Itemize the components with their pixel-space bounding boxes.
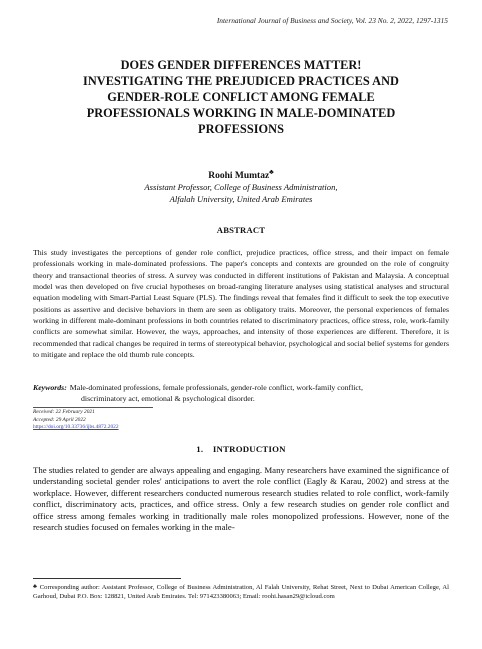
accepted-date: Accepted: 29 April 2022 bbox=[33, 416, 86, 423]
abstract-text: This study investigates the perceptions of gender role conflict, prejudice practices, office stress, and their impact on female professionals working in male-dominated professions. The paper's concepts and contexts are grounded on the role of congruity theory and transactional theories of stress. A survey was conducted in different institutions of Pakistan and Malaysia. A conceptual model was then developed on five crucial hypotheses on broad-ranging literature analyses using statistical analyses and structural equation modeling with Smart-Partial Least Square (PLS). The findings reveal that females find it difficult to seek the top executive positions as assertive and decisive behaviors in them are seen as obligatory traits. Moreover, the personal experiences of females working in different male-dominant professions in both countries related to discriminatory practices, office stress, role, work-family conflicts are somewhat similar. However, the ways, approaches, and intensity of those experiences are different. Therefore, it is recommended that radical changes be required in terms of stereotypical behavior, psychological and social belief systems for genders to mitigate and replace the old thumb rule concepts. bbox=[33, 248, 449, 360]
title-line: GENDER-ROLE CONFLICT AMONG FEMALE bbox=[107, 90, 375, 104]
abstract-heading: ABSTRACT bbox=[216, 225, 266, 235]
title-line: PROFESSIONS bbox=[198, 122, 284, 136]
affiliation-line: Alfalah University, United Arab Emirates bbox=[169, 194, 313, 204]
keywords-label: Keywords: bbox=[33, 383, 67, 392]
footnote-text: Corresponding author: Assistant Professor, College of Business Administration, Al Falah University, Rehat Street, Next to Dubai American College, Al Garhoud, Dubai P.O. Box: 128821, United Arab Emirates. Tel: 971423380063; Email: roohi.hasan29@icloud.com bbox=[33, 584, 449, 600]
doi-link[interactable]: https://doi.org/10.33736/ijbs.4872.2022 bbox=[33, 424, 119, 431]
title-line: PROFESSIONALS WORKING IN MALE-DOMINATED bbox=[86, 106, 396, 120]
affiliation-line: Assistant Professor, College of Business Administration, bbox=[144, 182, 338, 192]
introduction-text: The studies related to gender are always appealing and engaging. Many researchers have examined the significance of understanding societal gender roles' anticipations to avert the role conflict (Eagly & Karau, 2002) and stress at the workplace. However, different researchers conducted numerous research studies related to role conflict, work-family conflict, discriminatory acts, practices, and office stress. Only a few research studies on gender role conflict and office stress among females working in traditionally male roles monopolized professions. However, none of the research studies focused on females working in the male- bbox=[33, 465, 449, 533]
introduction-heading: 1. INTRODUCTION bbox=[196, 444, 286, 454]
paper-title bbox=[40, 57, 442, 137]
title-line: DOES GENDER DIFFERENCES MATTER! bbox=[120, 58, 362, 72]
author-affiliation bbox=[0, 181, 482, 205]
running-head: International Journal of Business and Society, Vol. 23 No. 2, 2022, 1297-1315 bbox=[216, 16, 448, 25]
footnote-divider bbox=[33, 578, 181, 579]
received-date: Received: 22 February 2021 bbox=[33, 409, 95, 415]
author-block bbox=[0, 168, 482, 181]
keywords-block bbox=[33, 382, 449, 404]
author-name: Roohi Mumtaz bbox=[208, 171, 270, 182]
footnote bbox=[33, 583, 449, 602]
history-divider bbox=[33, 407, 153, 408]
title-line: INVESTIGATING THE PREJUDICED PRACTICES AND bbox=[83, 74, 399, 88]
footnote-mark: ♣ bbox=[33, 584, 38, 590]
keywords-line: discriminatory act, emotional & psychological disorder. bbox=[81, 394, 255, 403]
article-history bbox=[33, 409, 119, 432]
keywords-line: Male-dominated professions, female professionals, gender-role conflict, work-family conflict, bbox=[69, 383, 364, 392]
corresponding-author-mark: ♣ bbox=[269, 168, 274, 176]
